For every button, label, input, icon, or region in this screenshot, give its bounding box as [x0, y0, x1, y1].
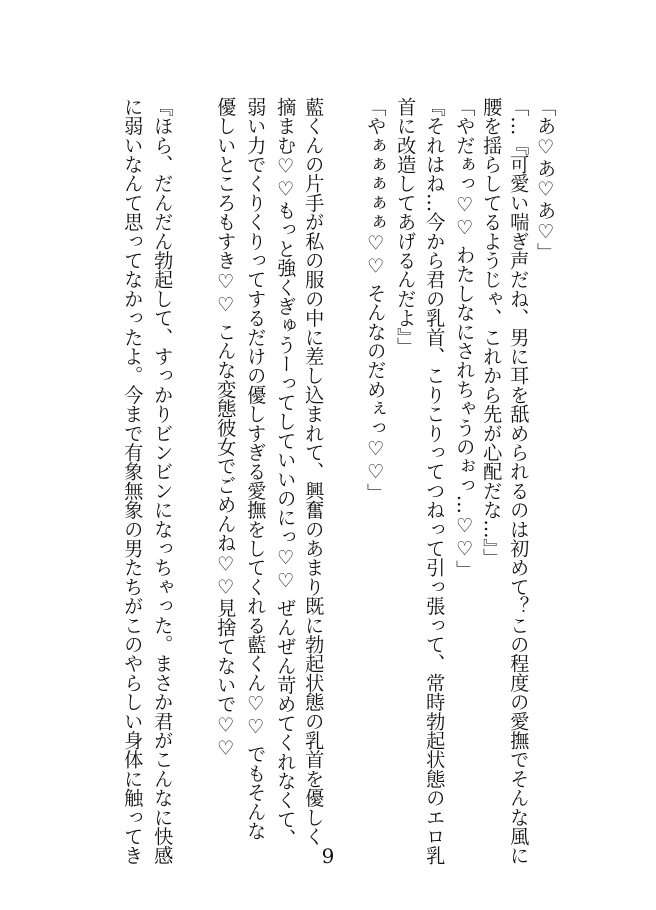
text-line-15: に弱いなんて思ってなかったよ。今まで有象無象の男たちがこのやらしい身体に触ってき [121, 97, 145, 865]
text-line-4: 「やだぁっ♡♡ わたしなにされちゃうのぉっ…♡♡」 [453, 97, 477, 580]
text-line-12: 優しいところもすき♡♡ こんな変態彼女でごめんね♡♡見捨てないで♡♡ [214, 97, 238, 760]
text-line-1: 「あ♡あ♡あ♡」 [534, 97, 558, 262]
text-line-5: 『それはね…今から君の乳首、こりこりってつねって引っ張って、常時勃起状態のエロ乳 [423, 97, 447, 865]
text-line-11: 弱い力でくりくりってするだけの優しすぎる愛撫をしてくれる藍くん♡♡ でもそんな [244, 97, 268, 841]
text-line-2: 「…『可愛い喘ぎ声だね、男に耳を舐められるのは初めて？この程度の愛撫でそんな風に [507, 97, 531, 865]
text-line-6: 首に改造してあげるんだよ』」 [394, 97, 418, 357]
text-line-14: 『ほら、だんだん勃起して、すっかりビンビンになっちゃった。まさか君がこんなに快感 [151, 97, 175, 865]
text-line-10: 摘まむ♡♡もっと強くぎゅうーってしていいのにっ♡♡ ぜんぜん苛めてくれなくて、 [274, 97, 298, 848]
page-number: 9 [321, 844, 335, 868]
text-line-9: 藍くんの片手が私の服の中に差し込まれて、興奮のあまり既に勃起状態の乳首を優しく [302, 97, 326, 846]
text-line-7: 「やぁぁぁぁぁ♡♡ そんなのだめぇっ♡♡」 [364, 97, 388, 503]
text-line-3: 腰を揺らしてるようじゃ、これから先が心配だな…』」 [480, 97, 504, 568]
